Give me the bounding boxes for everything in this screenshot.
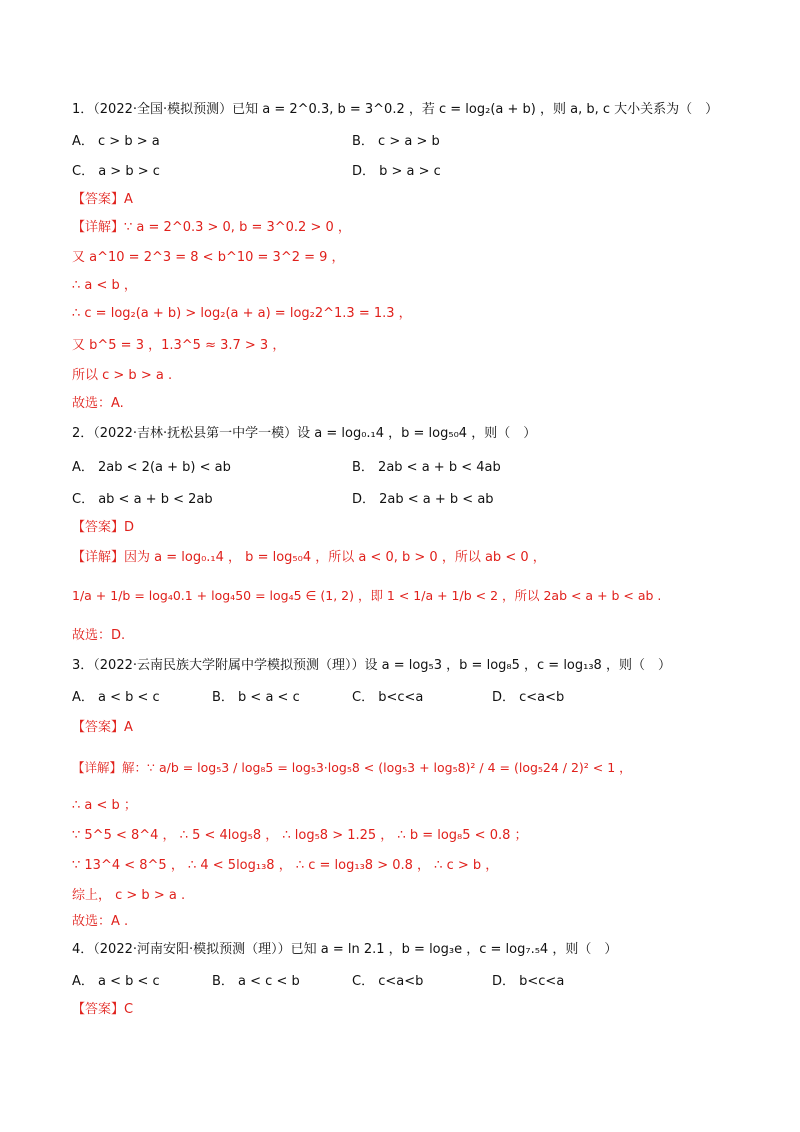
q1-option-c: C． a > b > c [72,164,160,179]
q1-conclusion: 故选：A. [72,396,124,411]
q1-detail-text-1: ∵ a = 2^0.3 > 0, b = 3^0.2 > 0 ， [124,220,351,235]
q3-option-d: D． c<a<b [492,690,565,705]
q2-option-a: A． 2ab < 2(a + b) < ab [72,460,231,475]
q1-detail-line-2: 又 a^10 = 2^3 = 8 < b^10 = 3^2 = 9 ， [72,250,345,265]
q2-detail-label: 【详解】 [72,550,125,565]
q1-detail-line-3: ∴ a < b ， [72,278,137,293]
q2-option-d: D． 2ab < a + b < ab [352,492,494,507]
q2-detail-line-1 [72,548,760,568]
q1-detail-line-1 [72,218,760,238]
q3-detail-label: 【详解】 [72,760,123,775]
q3-detail-line-3: ∵ 5^5 < 8^4 ， ∴ 5 < 4log₅8 ， ∴ log₅8 > 1.25 ， ∴ b = log₈5 < 0.8 ； [72,828,528,843]
q3-conclusion: 故选：A . [72,914,129,929]
q2-answer: 【答案】D [72,520,135,535]
q1-answer: 【答案】A [72,192,133,207]
q3-detail-text-1: 解：∵ a/b = log₅3 / log₈5 = log₅3·log₅8 < (log₅3 + log₅8)² / 4 = (log₅24 / 2)² < 1 ， [122,760,632,775]
q3-detail-line-2: ∴ a < b ； [72,798,137,813]
q4-answer: 【答案】C [72,1002,134,1017]
q2-detail-line-2: 1/a + 1/b = log₄0.1 + log₄50 = log₄5 ∈ (1, 2) ，即 1 < 1/a + 1/b < 2 ，所以 2ab < a + b < ab . [72,588,662,603]
q3-option-a: A． a < b < c [72,690,160,705]
q3-option-c: C． b<c<a [352,690,424,705]
q2-option-c: C． ab < a + b < 2ab [72,492,213,507]
q3-answer: 【答案】A [72,720,133,735]
q2-conclusion: 故选：D. [72,628,126,643]
q4-option-b: B． a < c < b [212,974,300,989]
q4-option-d: D． b<c<a [492,974,565,989]
q4-option-c: C． c<a<b [352,974,424,989]
q3-option-b: B． b < a < c [212,690,300,705]
q1-detail-line-6: 所以 c > b > a . [72,368,173,383]
q4-option-a: A． a < b < c [72,974,160,989]
q2-detail-text-1: 因为 a = log₀.₁4 ， b = log₅₀4 ，所以 a < 0, b > 0 ，所以 ab < 0 ， [124,550,546,565]
q1-option-d: D． b > a > c [352,164,441,179]
q3-detail-line-1 [72,758,760,778]
q3-stem: 3．（2022·云南民族大学附属中学模拟预测（理））设 a = log₅3 ，b = log₈5 ，c = log₁₃8 ，则（ ） [72,658,671,673]
q1-detail-line-5: 又 b^5 = 3 ，1.3^5 ≈ 3.7 > 3 ， [72,338,286,353]
q4-stem: 4．（2022·河南安阳·模拟预测（理））已知 a = ln 2.1 ，b = log₃e ，c = log₇.₅4 ，则（ ） [72,942,618,957]
q1-option-a: A． c > b > a [72,134,160,149]
q2-stem: 2．（2022·吉林·抚松县第一中学一模）设 a = log₀.₁4 ，b = log₅₀4 ，则（ ） [72,426,537,441]
q3-detail-line-5: 综上， c > b > a . [72,888,186,903]
q2-option-b: B． 2ab < a + b < 4ab [352,460,501,475]
q1-detail-label: 【详解】 [72,220,125,235]
q1-stem: 1．（2022·全国·模拟预测）已知 a = 2^0.3, b = 3^0.2 ，若 c = log₂(a + b) ，则 a, b, c 大小关系为（ ） [72,102,719,117]
q1-detail-line-4: ∴ c = log₂(a + b) > log₂(a + a) = log₂2^1.3 = 1.3 ， [72,306,412,321]
q3-detail-line-4: ∵ 13^4 < 8^5 ， ∴ 4 < 5log₁₃8 ， ∴ c = log₁₃8 > 0.8 ， ∴ c > b ， [72,858,499,873]
q1-option-b: B． c > a > b [352,134,440,149]
